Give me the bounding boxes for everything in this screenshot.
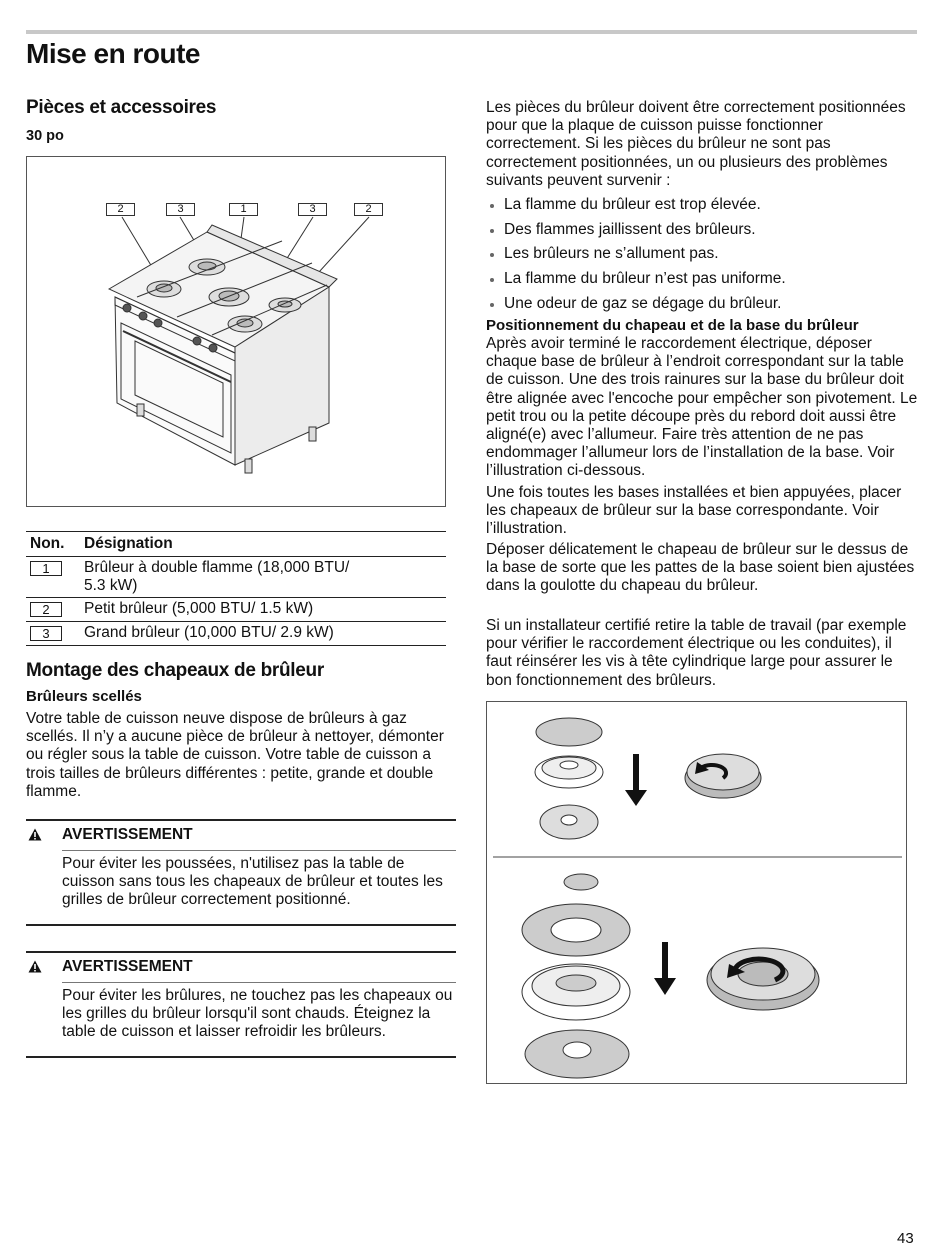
problem-list: [486, 196, 786, 319]
page-number: 43: [897, 1230, 914, 1247]
caps-body: Votre table de cuisson neuve dispose de brûleurs à gaz scellés. Il n’y a aucune pièce de brûleur à nettoyer, démonter ou régler sous la table de cuisson. Votre table de cuisson a trois tailles de brûleurs différentes : petite, grande et double flamme.: [26, 710, 444, 800]
list-item: Les brûleurs ne s’allument pas.: [486, 245, 786, 270]
parts-table-header: [26, 532, 446, 557]
warning-triangle-icon: [28, 960, 42, 973]
page-title: Mise en route: [26, 38, 200, 69]
top-rule: [26, 30, 917, 34]
caps-heading: Montage des chapeaux de brûleur: [26, 660, 324, 681]
part-number-badge: 1: [30, 561, 62, 576]
part-description: Grand brûleur (10,000 BTU/ 2.9 kW): [84, 624, 334, 641]
part-number-badge: 2: [30, 602, 62, 617]
positioning-paragraph-1: Après avoir terminé le raccordement électrique, déposer chaque base de brûleur à l’endroit correspondant sur la table de cuisson. Une des trois rainures sur la base du brûleur doit être alignée avec l'encoche pour empêcher son pivotement. Le petit trou ou la petite découpe près du rebord doit aussi être aligné(e) avec l’allumeur. Faire très attention de ne pas endommager l’allumeur lors de l’installation de la base. Voir l’illustration ci-dessous.: [486, 335, 918, 480]
intro-paragraph: Les pièces du brûleur doivent être correctement positionnées pour que la plaque de cuisson puisse fonctionner correctement. Si les pièces du brûleur ne sont pas correctement positionnées, un ou plusieurs des problèmes suivants peuvent survenir :: [486, 99, 906, 189]
part-description-cont: 5.3 kW): [84, 577, 138, 594]
part-description: Brûleur à double flamme (18,000 BTU/: [84, 559, 350, 576]
warning-title: AVERTISSEMENT: [62, 826, 193, 843]
warning-text: Pour éviter les brûlures, ne touchez pas les chapeaux ou les grilles du brûleur lorsqu'il sont chauds. Éteignez la table de cuisson et laisser refroidir les brûleurs.: [62, 987, 453, 1041]
col-desc-header: Désignation: [84, 532, 446, 557]
list-item: La flamme du brûleur est trop élevée.: [486, 196, 786, 221]
size-label: 30 po: [26, 128, 64, 144]
callout-3-right: 3: [298, 203, 327, 216]
table-row: [26, 557, 446, 598]
warning-text: Pour éviter les poussées, n'utilisez pas la table de cuisson sans tous les chapeaux de brûleur et toutes les grilles de brûleur correctement positionné.: [62, 855, 443, 909]
part-description: Petit brûleur (5,000 BTU/ 1.5 kW): [84, 600, 314, 617]
parts-table: [26, 531, 446, 646]
caps-subheading: Brûleurs scellés: [26, 688, 142, 705]
callout-2-left: 2: [106, 203, 135, 216]
list-item: La flamme du brûleur n’est pas uniforme.: [486, 270, 786, 295]
callout-2-right: 2: [354, 203, 383, 216]
range-drawing: [27, 157, 447, 508]
positioning-paragraph-4: Si un installateur certifié retire la table de travail (par exemple pour vérifier le raccordement électrique ou les conduites), il faut réinsérer les vis à tête cylindrique large pour assurer le bon fonctionnement des brûleurs.: [486, 617, 907, 689]
list-item: Une odeur de gaz se dégage du brûleur.: [486, 295, 786, 320]
warning-box-1: [26, 819, 456, 926]
warning-box-2: [26, 951, 456, 1058]
callout-1: 1: [229, 203, 258, 216]
callout-3-left: 3: [166, 203, 195, 216]
table-row: [26, 622, 446, 646]
positioning-paragraph-2: Une fois toutes les bases installées et bien appuyées, placer les chapeaux de brûleur sur la base correspondante. Voir l’illustration.: [486, 484, 902, 538]
positioning-heading: Positionnement du chapeau et de la base du brûleur: [486, 317, 859, 334]
part-number-badge: 3: [30, 626, 62, 641]
table-row: [26, 598, 446, 622]
warning-title: AVERTISSEMENT: [62, 958, 193, 975]
burner-assembly-drawing: [487, 702, 906, 1083]
range-illustration: [26, 156, 446, 507]
burner-assembly-illustration: [486, 701, 907, 1084]
list-item: Des flammes jaillissent des brûleurs.: [486, 221, 786, 246]
col-num-header: Non.: [26, 532, 84, 557]
warning-triangle-icon: [28, 828, 42, 841]
parts-heading: Pièces et accessoires: [26, 97, 217, 118]
positioning-paragraph-3: Déposer délicatement le chapeau de brûleur sur le dessus de la base de sorte que les pattes de la base soient bien ajustées dans la goulotte du chapeau du brûleur.: [486, 541, 915, 595]
